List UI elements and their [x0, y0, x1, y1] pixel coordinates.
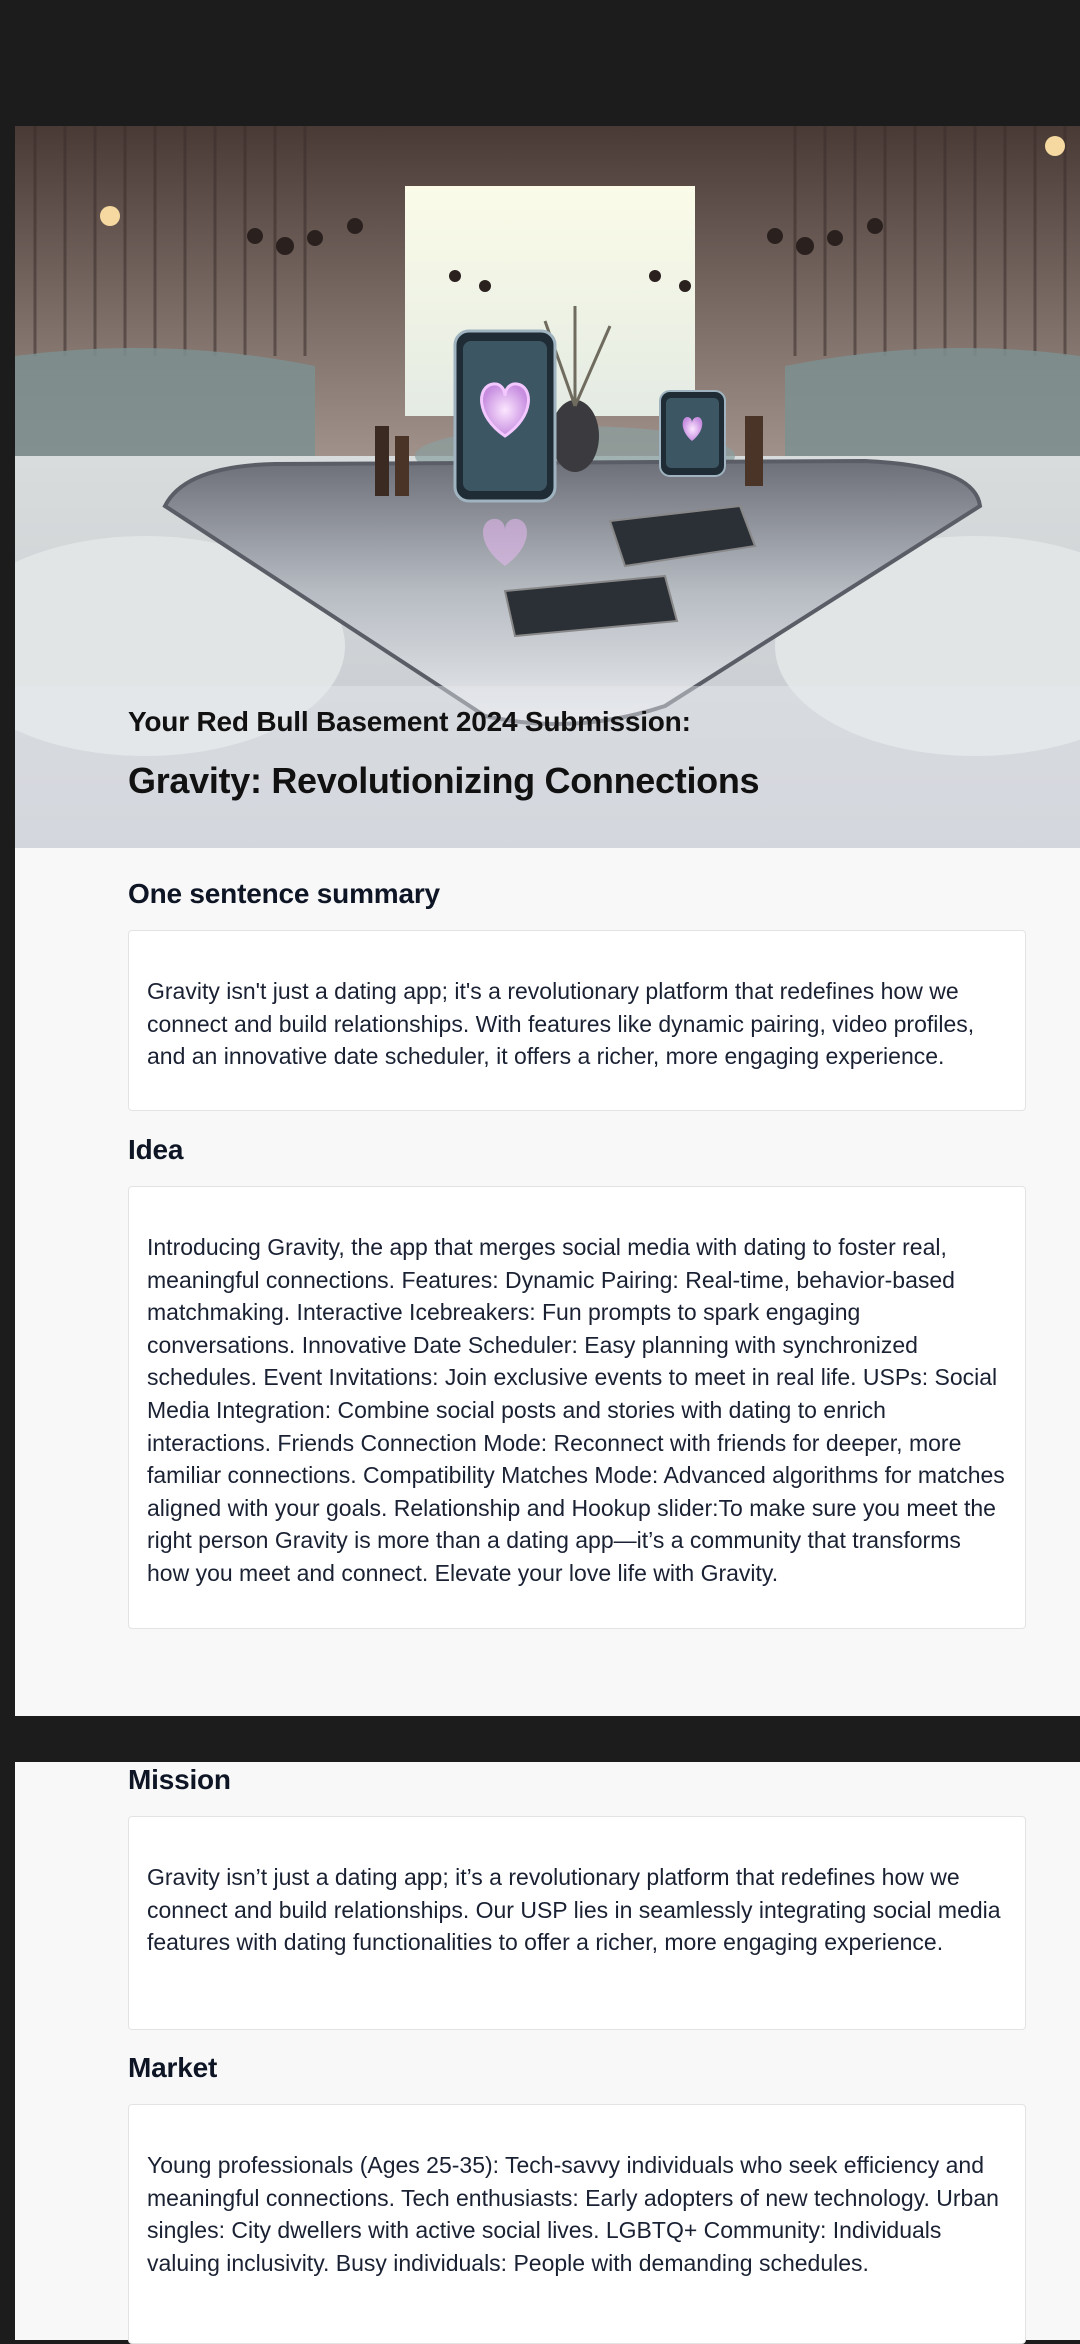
page-subtitle: Your Red Bull Basement 2024 Submission:: [128, 706, 691, 737]
idea-card: [128, 1186, 1026, 1629]
market-card: [128, 2104, 1026, 2344]
section-body: Introducing Gravity, the app that merges social media with dating to foster real, meaningful connections. Features: Dynamic Pairing: Real-time, behavior-based matchmaking. Interactive Icebreakers: Fun prompts to spark engaging conversations. Innovative Date Scheduler: Easy planning with synchronized schedules. Event Invitations: Join exclusive events to meet in real life. USPs: Social Media Integration: Combine social posts and stories with dating to enrich interactions. Friends Connection Mode: Reconnect with friends for deeper, more familiar connections. Compatibility Matches Mode: Advanced algorithms for matches aligned with your goals. Relationship and Hookup slider:To make sure you meet the right person Gravity is more than a dating app—it’s a community that transforms how you meet and connect. Elevate your love life with Gravity.: [147, 1234, 1005, 1586]
section-summary: [128, 878, 1028, 1070]
mission-card: [128, 1816, 1026, 2030]
section-body: Gravity isn't just a dating app; it's a revolutionary platform that redefines how we connect and build relationships. With features like dynamic pairing, video profiles, and an innovative date scheduler, it offers a richer, more engaging experience.: [147, 978, 975, 1070]
section-market: [128, 2052, 1028, 2276]
section-heading: Mission: [128, 1764, 231, 1795]
section-idea: [128, 1134, 1028, 1586]
submission-panel-top: [15, 126, 1080, 1716]
section-mission: [128, 1764, 1028, 1956]
section-heading: Market: [128, 2052, 218, 2083]
hero-text: [128, 706, 759, 802]
section-heading: Idea: [128, 1134, 184, 1165]
hero-image: [15, 126, 1080, 848]
submission-panel-bottom: [15, 1762, 1080, 2340]
section-body: Gravity isn’t just a dating app; it’s a revolutionary platform that redefines how we connect and build relationships. Our USP lies in seamlessly integrating social media features with dating functionalities to offer a richer, more engaging experience.: [147, 1864, 1001, 1956]
section-body: Young professionals (Ages 25-35): Tech-savvy individuals who seek efficiency and meaningful connections. Tech enthusiasts: Early adopters of new technology. Urban singles: City dwellers with active social lives. LGBTQ+ Community: Individuals valuing inclusivity. Busy individuals: People with demanding schedules.: [147, 2152, 999, 2276]
summary-card: [128, 930, 1026, 1111]
section-heading: One sentence summary: [128, 878, 440, 909]
page-title: Gravity: Revolutionizing Connections: [128, 760, 760, 801]
